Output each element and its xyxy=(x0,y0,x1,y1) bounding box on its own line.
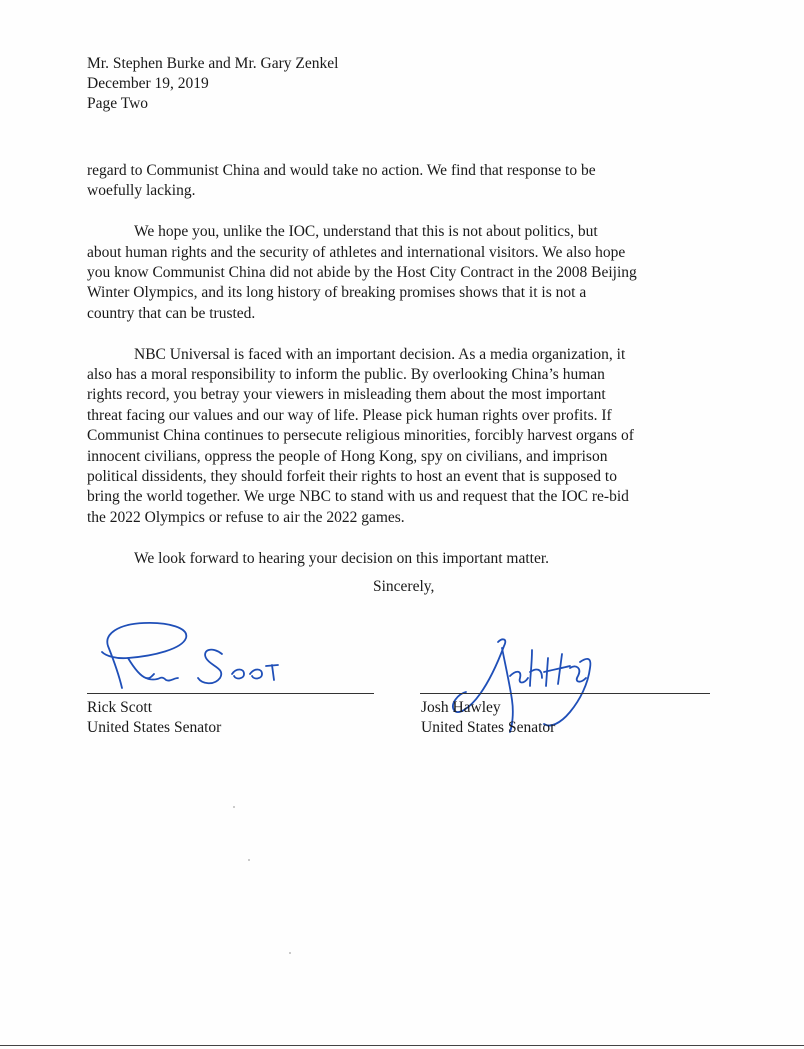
paragraph-line: Winter Olympics, and its long history of breaking promises shows that it is not a xyxy=(87,284,587,302)
rick-scott-signature xyxy=(94,616,294,696)
paragraph-line: the 2022 Olympics or refuse to air the 2022 games. xyxy=(87,508,405,526)
paragraph-4 xyxy=(87,549,727,569)
signer-1-title: United States Senator xyxy=(87,719,222,736)
signer-1-block xyxy=(87,698,221,738)
signature-line-1 xyxy=(87,693,374,694)
paragraph-line: We look forward to hearing your decision on this important matter. xyxy=(134,549,550,567)
paragraph-line: about human rights and the security of athletes and international visitors. We also hope xyxy=(87,243,626,261)
closing-salutation: Sincerely, xyxy=(373,578,435,595)
paragraph-line: also has a moral responsibility to inform the public. By overlooking China’s human xyxy=(87,366,605,384)
paragraph-2 xyxy=(87,222,727,324)
paragraph-line: country that can be trusted. xyxy=(87,304,256,322)
paragraph-line: NBC Universal is faced with an important decision. As a media organization, it xyxy=(134,345,626,363)
letter-body xyxy=(87,161,727,589)
letter-header xyxy=(87,54,338,114)
paragraph-3 xyxy=(87,345,727,529)
scan-speck xyxy=(248,859,250,861)
paragraph-line: regard to Communist China and would take no action. We find that response to be xyxy=(87,162,596,179)
paragraph-line: We hope you, unlike the IOC, understand that this is not about politics, but xyxy=(134,223,598,241)
paragraph-line: rights record, you betray your viewers in misleading them about the most important xyxy=(87,386,606,404)
paragraph-line: political dissidents, they should forfeit their rights to host an event that is supposed to xyxy=(87,468,617,486)
paragraph-line: you know Communist China did not abide by the Host City Contract in the 2008 Beijing xyxy=(87,264,637,282)
paragraph-line: threat facing our values and our way of life. Please pick human rights over profits. If xyxy=(87,406,612,424)
page-number-line: Page Two xyxy=(87,95,149,112)
paragraph-line: innocent civilians, oppress the people of Hong Kong, spy on civilians, and imprison xyxy=(87,447,608,465)
signer-1-name: Rick Scott xyxy=(87,699,153,716)
recipients-line: Mr. Stephen Burke and Mr. Gary Zenkel xyxy=(87,55,339,72)
paragraph-1 xyxy=(87,161,727,202)
paragraph-line: bring the world together. We urge NBC to stand with us and request that the IOC re-bid xyxy=(87,488,629,506)
signature-line-2 xyxy=(420,693,710,694)
signer-2-name: Josh Hawley xyxy=(421,699,501,716)
paragraph-line: woefully lacking. xyxy=(87,182,196,200)
scan-speck xyxy=(233,806,235,808)
date-line: December 19, 2019 xyxy=(87,75,209,92)
page-bottom-edge xyxy=(0,1045,804,1046)
signer-2-title: United States Senator xyxy=(421,719,556,736)
signer-2-block xyxy=(421,698,555,738)
scan-speck xyxy=(289,952,291,954)
paragraph-line: Communist China continues to persecute religious minorities, forcibly harvest organs of xyxy=(87,427,634,445)
